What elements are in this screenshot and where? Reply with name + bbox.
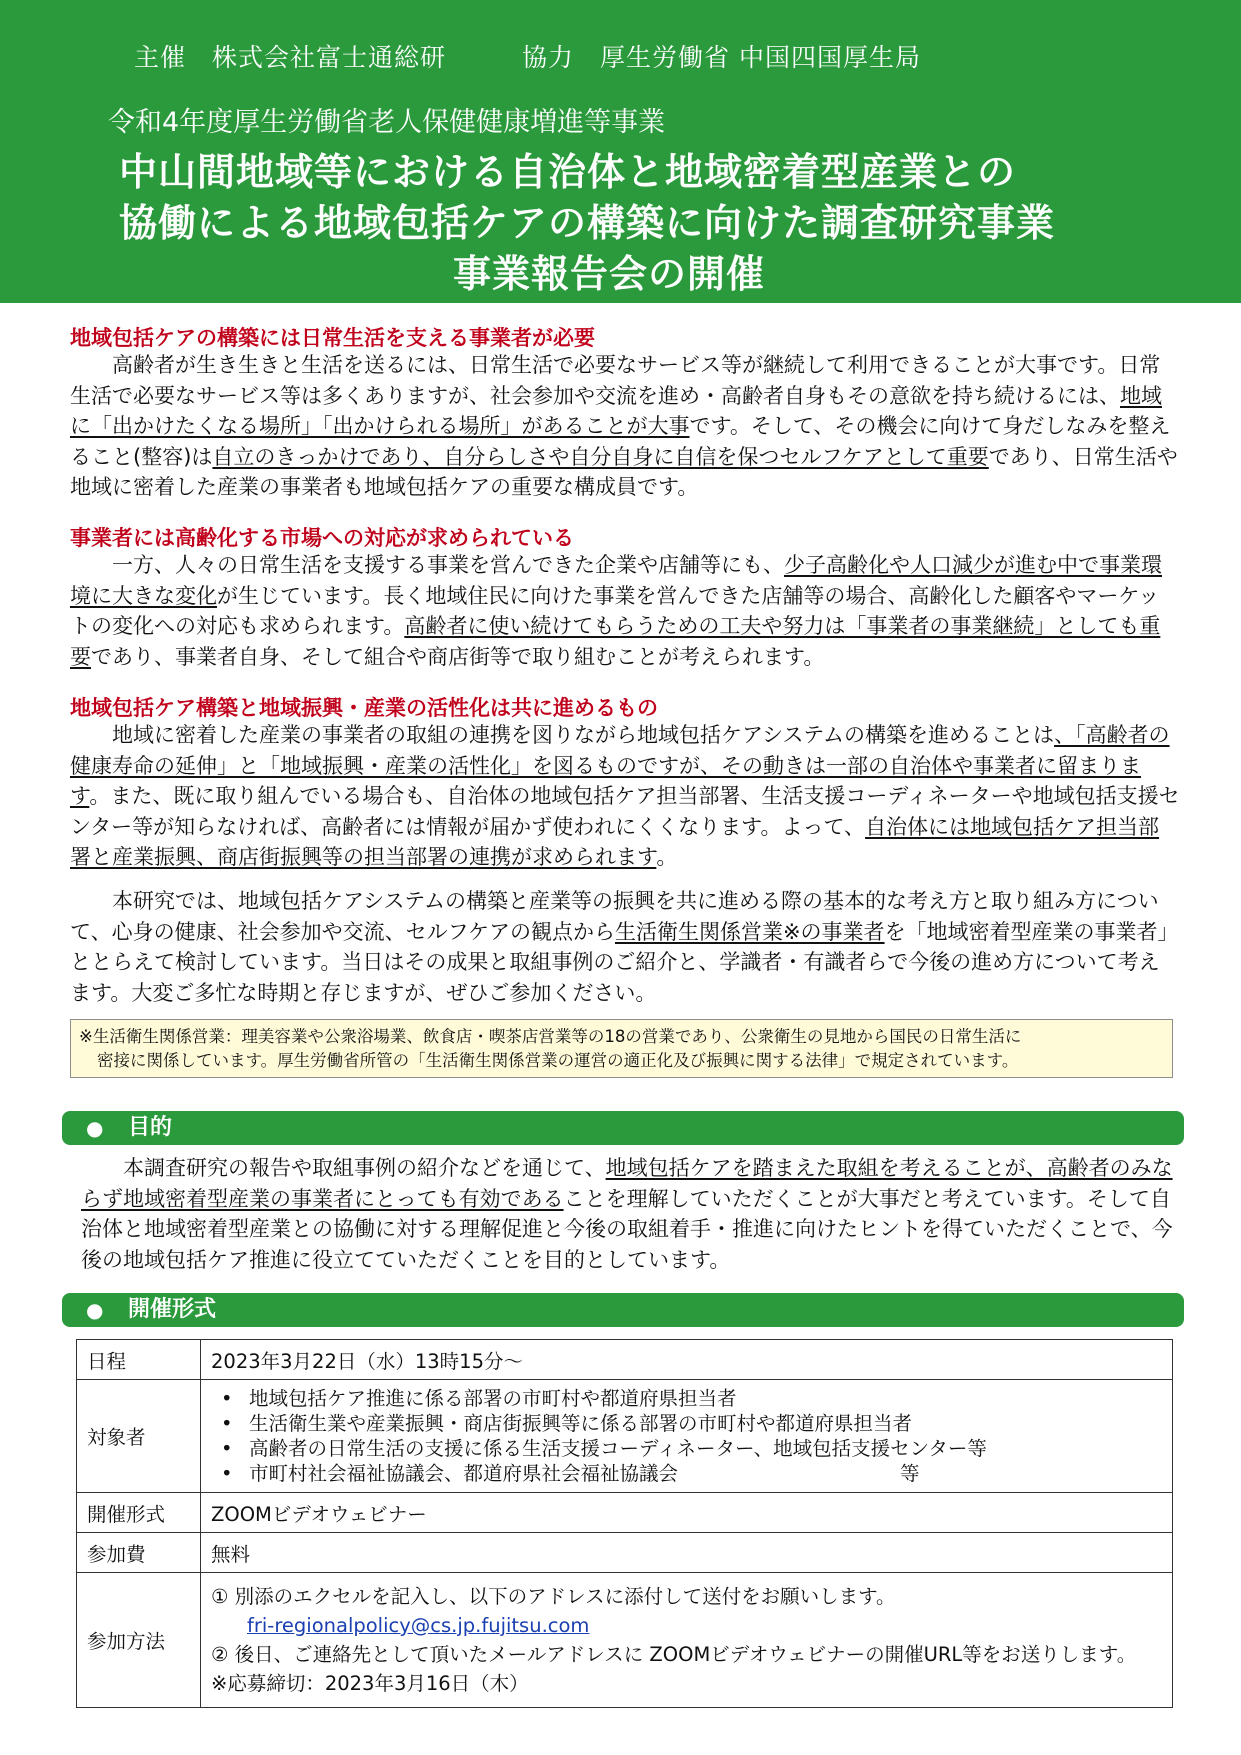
page-title-line-1: 中山間地域等における自治体と地域密着型産業との [119,150,1017,194]
method-email-row [211,1611,1162,1640]
section-3-body [70,720,1180,873]
section-4-text: を「地域密着型産業の事業者」ととらえて検討しています。当日はその成果と取組事例のご紹介と、学識者・有識者らで今後の進め方について考えます。大変ご多忙な時期と存じますが、ぜひご参加ください。 [70,919,1179,1005]
target-item: • 地域包括ケア推進に係る部署の市町村や都道府県担当者 [211,1386,1162,1411]
method-step-1: ① 別添のエクセルを記入し、以下のアドレスに添付して送付をお願いします。 [211,1585,896,1608]
section-2-emphasis: 高齢者に使い続けてもらうための工夫や努力は「事業者の事業継続」としても重要 [70,614,1161,669]
fee-label: 参加費 [77,1533,201,1573]
cooperation-text: 協力 厚生労働省 中国四国厚生局 [522,43,921,72]
method-label: 参加方法 [77,1573,201,1708]
section-2-text: 一方、人々の日常生活を支援する事業を営んできた企業や店舗等にも、 [112,553,784,577]
table-row-date [77,1340,1173,1380]
purpose-text: 本調査研究の報告や取組事例の紹介などを通じて、 [123,1156,606,1180]
target-suffix: 等 [900,1462,920,1485]
target-item [211,1461,1162,1486]
section-1-body [70,350,1180,503]
method-details [201,1573,1173,1708]
organizer-text: 主催 株式会社富士通総研 [134,43,447,72]
section-1-text: 高齢者が生き生きと生活を送るには、日常生活で必要なサービス等が継続して利用できることが大事です。日常生活で必要なサービス等は多くありますが、社会参加や交流を進め・高齢者自身もその意欲を持ち続けるには、 [70,353,1161,408]
section-3-text: 。 [656,845,678,869]
format-band [62,1293,1184,1327]
page-title-line-3: 事業報告会の開催 [453,252,766,296]
target-list [201,1380,1173,1493]
event-info-table [76,1339,1173,1708]
method-step-2: ② 後日、ご連絡先として頂いたメールアドレスに ZOOMビデオウェビナーの開催URL等をお送りします。 [211,1643,1137,1666]
date-value: 2023年3月22日（水）13時15分～ [201,1340,1173,1380]
target-item: • 生活衛生業や産業振興・商店街振興等に係る部署の市町村や都道府県担当者 [211,1411,1162,1436]
format-value: ZOOMビデオウェビナー [201,1493,1173,1533]
purpose-text: ことを理解していただくことが大事だと考えています。そして自治体と地域密着型産業との協働に対する理解促進と今後の取組着手・推進に向けたヒントを得ていただくことで、今後の地域包括ケア推進に役立てていただくことを目的としています。 [81,1186,1173,1272]
table-row-format [77,1493,1173,1533]
purpose-emphasis: 地域包括ケアを踏まえた取組を考えることが、高齢者のみならず地域密着型産業の事業者にとっても有効である [81,1156,1173,1211]
section-3-text: 。また、既に取り組んでいる場合も、自治体の地域包括ケア担当部署、生活支援コーディネーターや地域包括支援センター等が知らなければ、高齢者には情報が届かず使われにくくなります。よって、 [70,784,1180,839]
purpose-band [62,1111,1184,1145]
page-title-line-2: 協働による地域包括ケアの構築に向けた調査研究事業 [119,201,1056,245]
page-subtitle: 令和4年度厚生労働省老人保健健康増進等事業 [108,107,666,138]
section-1-text: です。そして、その機会に向けて身だしなみを整えること(整容)は [70,414,1171,469]
section-2-text: であり、事業者自身、そして組合や商店街等で取り組むことが考えられます。 [91,644,825,669]
section-1-heading: 地域包括ケアの構築には日常生活を支える事業者が必要 [70,326,595,350]
footnote-line-1: ※生活衛生関係営業：理美容業や公衆浴場業、飲食店・喫茶店営業等の18の営業であり、公衆衛生の見地から国民の日常生活に [79,1027,1022,1046]
purpose-heading: 目的 [128,1115,173,1140]
footnote-box [70,1019,1173,1078]
section-3-emphasis: 自治体には地域包括ケア担当部署と産業振興、商店街振興等の担当部署の連携が求められます [70,814,1160,869]
section-2-emphasis: 少子高齢化や人口減少が進む中で事業環境に大きな変化 [70,553,1162,608]
section-1-emphasis: 地域に「出かけたくなる場所」「出かけられる場所」があることが大事 [70,383,1162,438]
format-heading: 開催形式 [128,1297,217,1322]
section-2-text: が生じています。長く地域住民に向けた事業を営んできた店舗等の場合、高齢化した顧客やマーケットの変化への対応も求められます。 [70,583,1160,638]
format-label: 開催形式 [77,1493,201,1533]
section-1-emphasis: 自立のきっかけであり、自分らしさや自分自身に自信を保つセルフケアとして重要 [212,444,989,469]
section-2-heading: 事業者には高齢化する市場への対応が求められている [70,526,574,550]
table-row-target [77,1380,1173,1493]
email-link[interactable]: fri-regionalpolicy@cs.jp.fujitsu.com [247,1614,590,1637]
purpose-body [81,1153,1176,1275]
method-deadline: ※応募締切：2023年3月16日（木） [211,1672,529,1695]
section-3-emphasis: 、「高齢者の健康寿命の延伸」と「地域振興・産業の活性化」を図るものですが、その動きは一部の自治体や事業者に留まります [70,723,1170,808]
table-row-method [77,1573,1173,1708]
fee-value: 無料 [201,1533,1173,1573]
section-4-body [70,886,1180,1008]
footnote-line-2: 密接に関係しています。厚生労働省所管の「生活衛生関係営業の運営の適正化及び振興に関する法律」で規定されています。 [97,1051,1019,1070]
bullet-icon: ● [86,1116,104,1140]
target-item-text: 市町村社会福祉協議会、都道府県社会福祉協議会 [249,1462,679,1485]
header-banner [0,0,1241,303]
target-label: 対象者 [77,1380,201,1493]
section-3-text: 地域に密着した産業の事業者の取組の連携を図りながら地域包括ケアシステムの構築を進めることは [112,723,1055,747]
table-row-fee [77,1533,1173,1573]
section-4-text: 本研究では、地域包括ケアシステムの構築と産業等の振興を共に進める際の基本的な考え方と取り組み方について、心身の健康、社会参加や交流、セルフケアの観点から [70,889,1159,944]
target-item: • 高齢者の日常生活の支援に係る生活支援コーディネーター、地域包括支援センター等 [211,1436,1162,1461]
section-1-text: であり、日常生活や地域に密着した産業の事業者も地域包括ケアの重要な構成員です。 [70,444,1178,499]
section-2-body [70,550,1180,672]
section-3-heading: 地域包括ケア構築と地域振興・産業の活性化は共に進めるもの [70,696,658,720]
section-4-emphasis: 生活衛生関係営業※の事業者 [614,919,885,944]
bullet-icon: ● [86,1298,104,1322]
date-label: 日程 [77,1340,201,1380]
